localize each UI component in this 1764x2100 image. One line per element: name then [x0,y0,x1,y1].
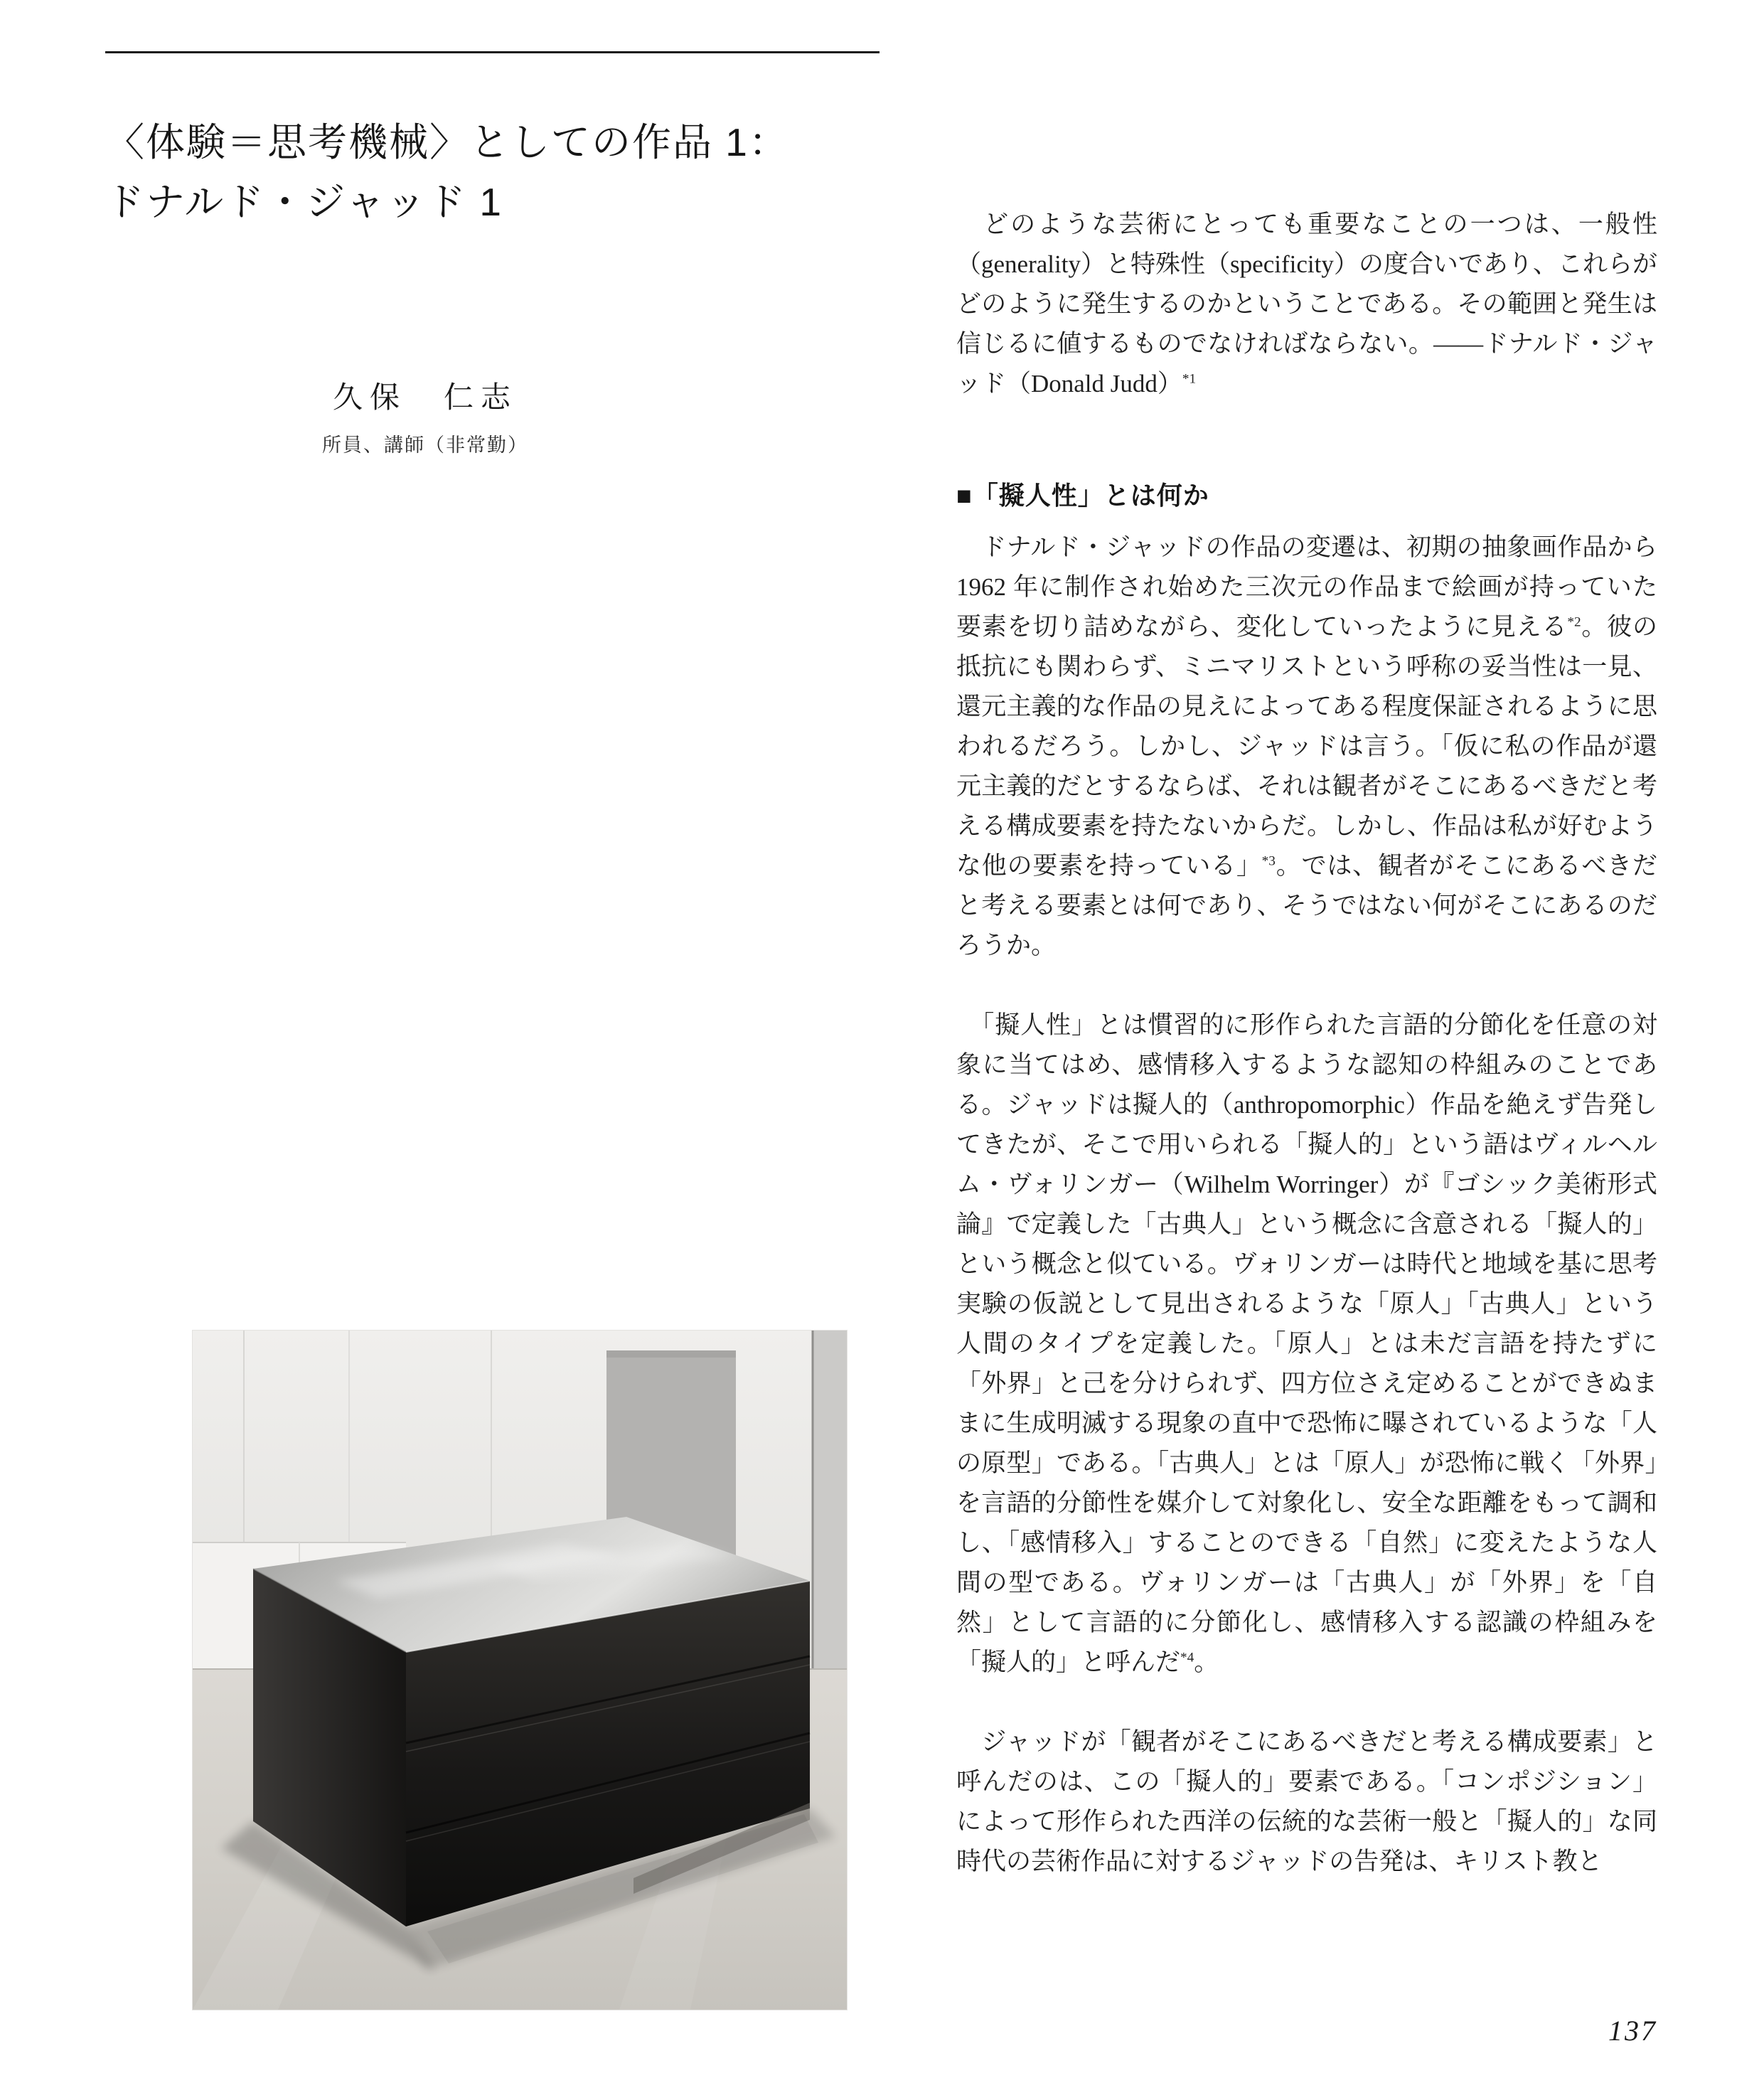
artwork-photograph [192,1330,848,2010]
header-rule [105,51,880,53]
gallery-photo-illustration [193,1331,847,2010]
body-paragraph: 「擬人性」とは慣習的に形作られた言語的分節化を任意の対象に当てはめ、感情移入するような認知の枠組みのことである。ジャッドは擬人的（anthropomorphic）作品を絶えず告発してきたが、そこで用いられる「擬人的」という語はヴィルヘルム・ヴォリンガー（Wilhelm Worringer）が『ゴシック美術形式論』で定義した「古典人」という概念に含意される「擬人的」という概念と似ている。ヴォリンガーは時代と地域を基に思考実験の仮説として見出されるような「原人」「古典人」という人間のタイプを定義した。「原人」とは未だ言語を持たずに「外界」と己を分けられず、四方位さえ定めることができぬままに生成明滅する現象の直中で恐怖に曝されているような「人の原型」である。「古典人」とは「原人」が恐怖に戦く「外界」を言語的分節性を媒介して対象化し、安全な距離をもって調和し、「感情移入」することのできる「自然」に変えたような人間の型である。ヴォリンガーは「古典人」が「外界」を「自然」として言語的に分節化し、感情移入する認識の枠組みを「擬人的」と呼んだ$^{*4}$。 [956,1011,1657,1676]
article-title-line2: ドナルド・ジャッド 1 [105,180,503,224]
title-column [105,112,882,457]
author-block [105,374,745,457]
epigraph-quote: どのような芸術にとっても重要なことの一つは、一般性（generality）と特殊性（specificity）の度合いであり、これらがどのように発生するのかということである。その範囲と発生は信じるに値するものでなければならない。――ドナルド・ジャッド（Donald Judd）$^{*1}$ [956,210,1657,398]
body-paragraph: ジャッドが「観者がそこにあるべきだと考える構成要素」と呼んだのは、この「擬人的」要素である。「コンポジション」によって形作られた西洋の伝統的な芸術一般と「擬人的」な同時代の芸術作品に対するジャッドの告発は、キリスト教と [956,1728,1657,1875]
body-paragraph: ドナルド・ジャッドの作品の変遷は、初期の抽象画作品から 1962 年に制作され始めた三次元の作品まで絵画が持っていた要素を切り詰めながら、変化していったように見える$^{*2}$。彼の抵抗にも関わらず、ミニマリストという呼称の妥当性は一見、還元主義的な作品の見えによってある程度保証されるように思われるだろう。しかし、ジャッドは言う。「仮に私の作品が還元主義的だとするならば、それは観者がそこにあるべきだと考える構成要素を持たないからだ。しかし、作品は私が好むような他の要素を持っている」$^{*3}$。では、観者がそこにあるべきだと考える要素とは何であり、そうではない何がそこにあるのだろうか。 [956,533,1657,959]
article-title-line1: 〈体験＝思考機械〉としての作品 1： [105,120,789,164]
page-number: 137 [1608,2015,1657,2047]
article-title [105,112,882,232]
section-heading: ■「擬人性」とは何か [956,481,1209,510]
author-name: 久保 仁志 [332,380,518,414]
article-body-column [956,205,1657,1882]
author-affiliation: 所員、講師（非常勤） [322,435,528,456]
